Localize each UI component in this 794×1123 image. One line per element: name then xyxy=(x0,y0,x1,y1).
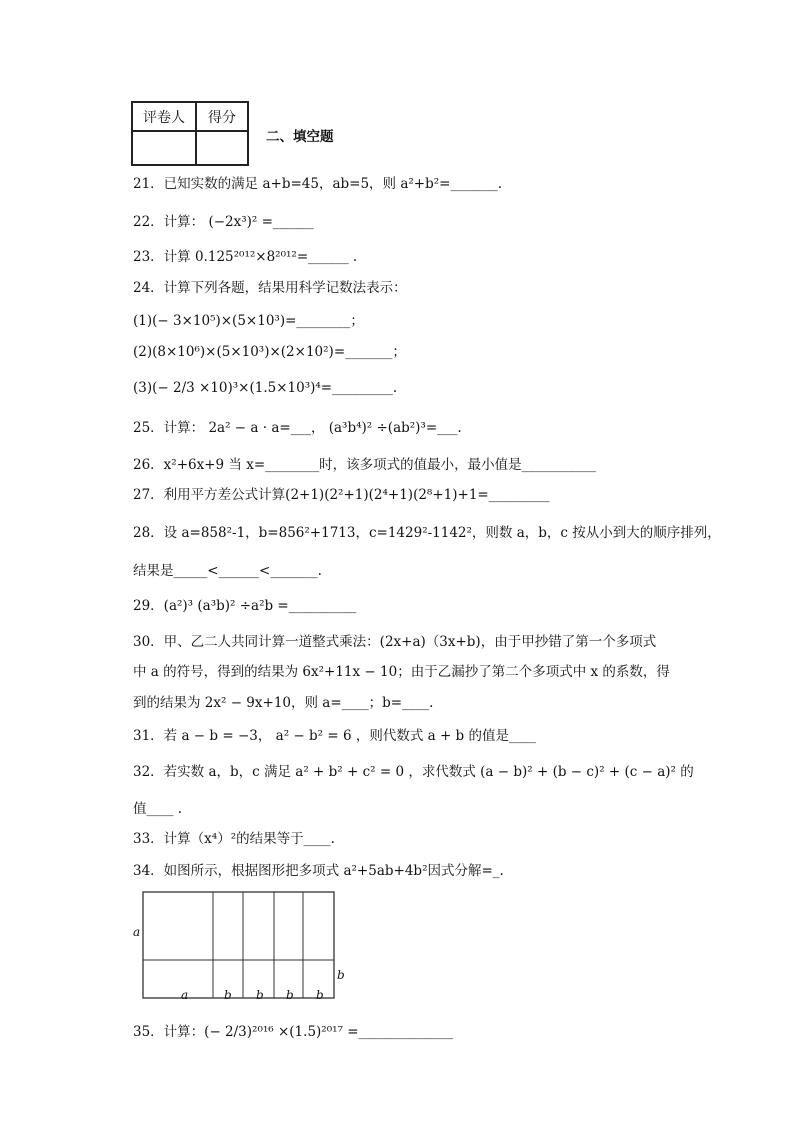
question-30: 30．甲、乙二人共同计算一道整式乘法：(2x+a)（3x+b)，由于甲抄错了第一个多项式 xyxy=(133,634,657,650)
question-33: 33．计算（x⁴）²的结果等于____. xyxy=(133,831,335,847)
figure-label-left: a xyxy=(133,925,141,939)
question-25: 25．计算： 2a² − a · a=___， (a³b⁴)² ÷(ab²)³=___. xyxy=(133,420,462,436)
question-31: 31．若 a − b = −3， a² − b² = 6 ，则代数式 a + b 的值是____ xyxy=(133,728,536,744)
section-title: 二、填空题 xyxy=(266,129,334,145)
reviewer-cell xyxy=(132,131,196,165)
question-32: 32．若实数 a，b，c 满足 a² + b² + c² = 0 ，求代数式 (a − b)² + (b − c)² + (c − a)² 的 xyxy=(133,764,694,780)
question-24-part-2: (2)(8×10⁶)×(5×10³)×(2×10²)=_______； xyxy=(133,344,406,360)
question-24: 24．计算下列各题，结果用科学记数法表示： xyxy=(133,280,407,296)
question-30-cont-2: 到的结果为 2x² − 9x+10，则 a=____；b=____. xyxy=(133,695,434,711)
question-30-cont-1: 中 a 的符号，得到的结果为 6x²+11x − 10；由于乙漏抄了第二个多项式中 x 的系数，得 xyxy=(133,664,670,680)
figure-label-bottom-1: a xyxy=(181,988,189,1002)
score-cell xyxy=(196,131,248,165)
question-32-cont: 值____ . xyxy=(133,801,183,817)
figure-label-bottom-4: b xyxy=(286,988,294,1002)
question-27: 27．利用平方差公式计算(2+1)(2²+1)(2⁴+1)(2⁸+1)+1=_________ xyxy=(133,487,550,503)
figure-label-bottom-5: b xyxy=(316,988,324,1002)
question-23: 23．计算 0.125²⁰¹²×8²⁰¹²=______ . xyxy=(133,249,358,265)
score-header: 得分 xyxy=(196,102,248,131)
question-34: 34．如图所示，根据图形把多项式 a²+5ab+4b²因式分解=_. xyxy=(133,863,504,879)
figure-label-bottom-2: b xyxy=(224,988,232,1002)
figure-outer-rect xyxy=(143,892,334,998)
question-28-cont: 结果是_____<______<_______. xyxy=(133,563,322,579)
reviewer-header: 评卷人 xyxy=(132,102,196,131)
question-22: 22．计算： (−2x³)² =______ xyxy=(133,214,314,230)
question-26: 26．x²+6x+9 当 x=________时，该多项式的值最小，最小值是___________ xyxy=(133,457,596,473)
question-35: 35．计算：(− 2/3)²⁰¹⁶ ×(1.5)²⁰¹⁷ =______________ xyxy=(133,1024,454,1040)
question-21: 21．已知实数的满足 a+b=45，ab=5，则 a²+b²=_______. xyxy=(133,176,503,192)
question-29: 29．(a²)³ (a³b)² ÷a²b =__________ xyxy=(133,598,357,614)
figure-label-right: b xyxy=(337,968,345,982)
question-24-part-1: (1)(− 3×10⁵)×(5×10³)=________； xyxy=(133,313,364,329)
question-24-part-3: (3)(− 2/3 ×10)³×(1.5×10³)⁴=_________. xyxy=(133,380,398,396)
figure-label-bottom-3: b xyxy=(256,988,264,1002)
question-28: 28．设 a=858²-1，b=856²+1713，c=1429²-1142²，则数 a，b，c 按从小到大的顺序排列， xyxy=(133,525,721,541)
score-table xyxy=(131,101,249,166)
